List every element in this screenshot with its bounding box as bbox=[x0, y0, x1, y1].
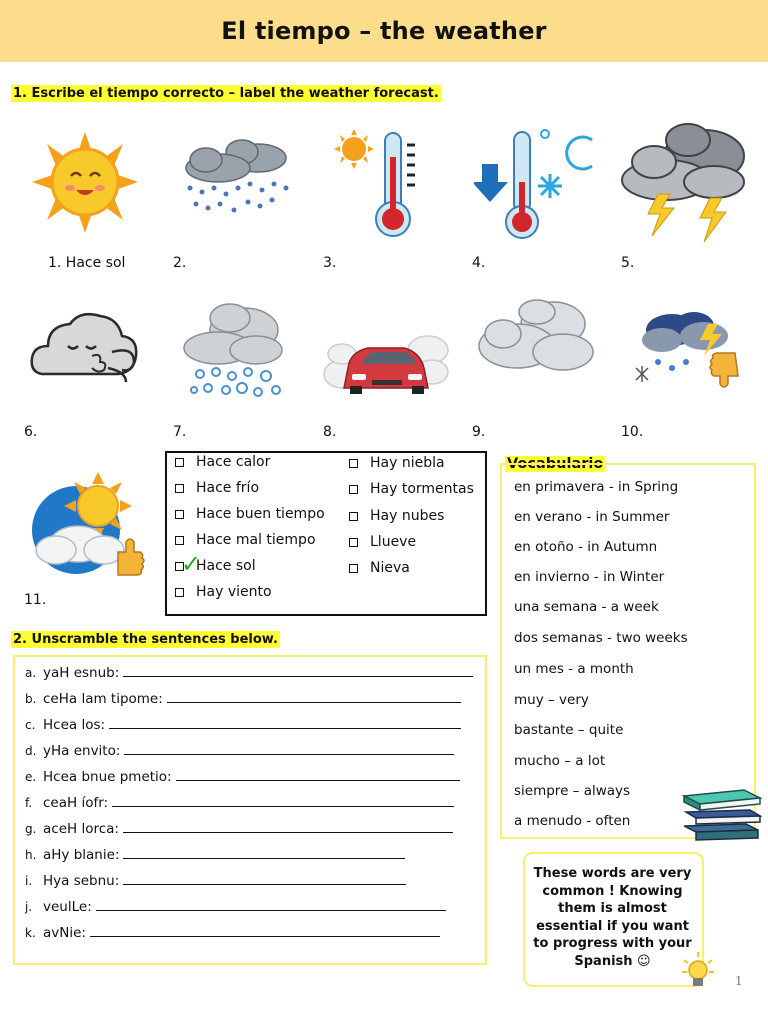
word-bank-option[interactable]: Hay nubes bbox=[349, 508, 444, 524]
checkbox[interactable] bbox=[349, 538, 358, 547]
word-bank-option[interactable]: Hay viento bbox=[175, 584, 272, 600]
vocab-item: bastante – quite bbox=[514, 722, 624, 738]
answer-line[interactable] bbox=[109, 718, 461, 729]
vocab-item: un mes - a month bbox=[514, 661, 634, 677]
answer-line[interactable] bbox=[176, 770, 460, 781]
section1-instruction: 1. Escribe el tiempo correcto – label the weather forecast. bbox=[13, 86, 439, 101]
vocab-item: siempre – always bbox=[514, 783, 631, 799]
answer-line[interactable] bbox=[123, 666, 473, 677]
checkbox[interactable] bbox=[349, 485, 358, 494]
unscramble-row: b. ceHa lam tipome: bbox=[25, 691, 461, 707]
checkbox[interactable] bbox=[175, 588, 184, 597]
checkbox[interactable] bbox=[175, 458, 184, 467]
word-bank-option[interactable]: Hay niebla bbox=[349, 455, 445, 471]
picture-label-4: 4. bbox=[472, 255, 486, 271]
word-bank-option-checked[interactable]: ✓ Hace sol bbox=[175, 558, 256, 574]
sun-smiling-icon bbox=[30, 130, 140, 235]
answer-line[interactable] bbox=[112, 796, 454, 807]
unscramble-row: a. yaH esnub: bbox=[25, 665, 473, 681]
snow-cloud-icon bbox=[180, 302, 288, 400]
answer-line[interactable] bbox=[123, 848, 405, 859]
picture-label-8: 8. bbox=[323, 424, 337, 440]
checkbox[interactable] bbox=[175, 484, 184, 493]
word-bank-option[interactable]: Hace calor bbox=[175, 454, 270, 470]
rain-cloud-icon bbox=[178, 138, 296, 220]
word-bank-option[interactable]: Hace buen tiempo bbox=[175, 506, 325, 522]
unscramble-row: k. avNie: bbox=[25, 925, 440, 941]
checkbox[interactable] bbox=[175, 510, 184, 519]
word-bank-option[interactable]: Hace frío bbox=[175, 480, 259, 496]
word-bank-option[interactable]: Hace mal tiempo bbox=[175, 532, 316, 548]
books-icon bbox=[680, 786, 764, 844]
vocab-title: Vocabulario bbox=[507, 456, 604, 472]
picture-label-2: 2. bbox=[173, 255, 187, 271]
wind-cloud-icon bbox=[28, 312, 140, 388]
cloudy-icon bbox=[475, 298, 597, 380]
vocab-item: en verano - in Summer bbox=[514, 509, 670, 525]
checkbox[interactable] bbox=[349, 459, 358, 468]
storm-cloud-icon bbox=[618, 122, 748, 244]
title-bar bbox=[0, 0, 768, 62]
picture-label-9: 9. bbox=[472, 424, 486, 440]
checkbox[interactable] bbox=[175, 536, 184, 545]
fog-car-icon bbox=[322, 322, 450, 398]
picture-label-6: 6. bbox=[24, 424, 38, 440]
vocab-item: en invierno - in Winter bbox=[514, 569, 665, 585]
page-number: 1 bbox=[735, 974, 743, 988]
answer-line[interactable] bbox=[123, 822, 453, 833]
unscramble-row: f. ceaH íofr: bbox=[25, 795, 454, 811]
unscramble-row: i. Hya sebnu: bbox=[25, 873, 406, 889]
answer-line[interactable] bbox=[96, 900, 446, 911]
answer-line[interactable] bbox=[90, 926, 440, 937]
answer-line[interactable] bbox=[123, 874, 406, 885]
note-text: These words are very common ! Knowing them is almost essential if you want to progress with your Spanish ☺ bbox=[533, 866, 692, 969]
unscramble-row: e. Hcea bnue pmetio: bbox=[25, 769, 460, 785]
word-bank-option[interactable]: Nieva bbox=[349, 560, 410, 576]
lightbulb-icon bbox=[680, 950, 716, 990]
picture-label-7: 7. bbox=[173, 424, 187, 440]
page-title: El tiempo – the weather bbox=[221, 17, 547, 45]
sun-cloud-icon bbox=[30, 470, 148, 580]
vocab-item: en primavera - in Spring bbox=[514, 479, 679, 495]
picture-label-5: 5. bbox=[621, 255, 635, 271]
answer-line[interactable] bbox=[124, 744, 454, 755]
unscramble-row: c. Hcea los: bbox=[25, 717, 461, 733]
picture-label-10: 10. bbox=[621, 424, 644, 440]
unscramble-row: g. aceH lorca: bbox=[25, 821, 453, 837]
word-bank-option[interactable]: Hay tormentas bbox=[349, 481, 474, 497]
picture-label-1: 1. Hace sol bbox=[48, 255, 126, 271]
vocab-item: muy – very bbox=[514, 692, 589, 708]
unscramble-row: j. veulLe: bbox=[25, 899, 446, 915]
unscramble-row: h. aHy blanie: bbox=[25, 847, 405, 863]
answer-line[interactable] bbox=[167, 692, 461, 703]
word-bank-option[interactable]: Llueve bbox=[349, 534, 416, 550]
vocab-item: en otoño - in Autumn bbox=[514, 539, 658, 555]
vocab-item: a menudo - often bbox=[514, 813, 631, 829]
check-mark-icon: ✓ bbox=[181, 550, 202, 578]
vocab-item: dos semanas - two weeks bbox=[514, 630, 688, 646]
vocab-item: mucho – a lot bbox=[514, 753, 606, 769]
picture-label-11: 11. bbox=[24, 592, 47, 608]
section2-instruction: 2. Unscramble the sentences below. bbox=[13, 632, 278, 647]
hot-thermometer-icon bbox=[330, 127, 422, 245]
bad-weather-icon bbox=[628, 306, 744, 390]
checkbox[interactable] bbox=[349, 512, 358, 521]
picture-label-3: 3. bbox=[323, 255, 337, 271]
cold-thermometer-icon bbox=[474, 126, 600, 246]
unscramble-row: d. yHa envito: bbox=[25, 743, 454, 759]
checkbox[interactable] bbox=[349, 564, 358, 573]
vocab-item: una semana - a week bbox=[514, 599, 659, 615]
